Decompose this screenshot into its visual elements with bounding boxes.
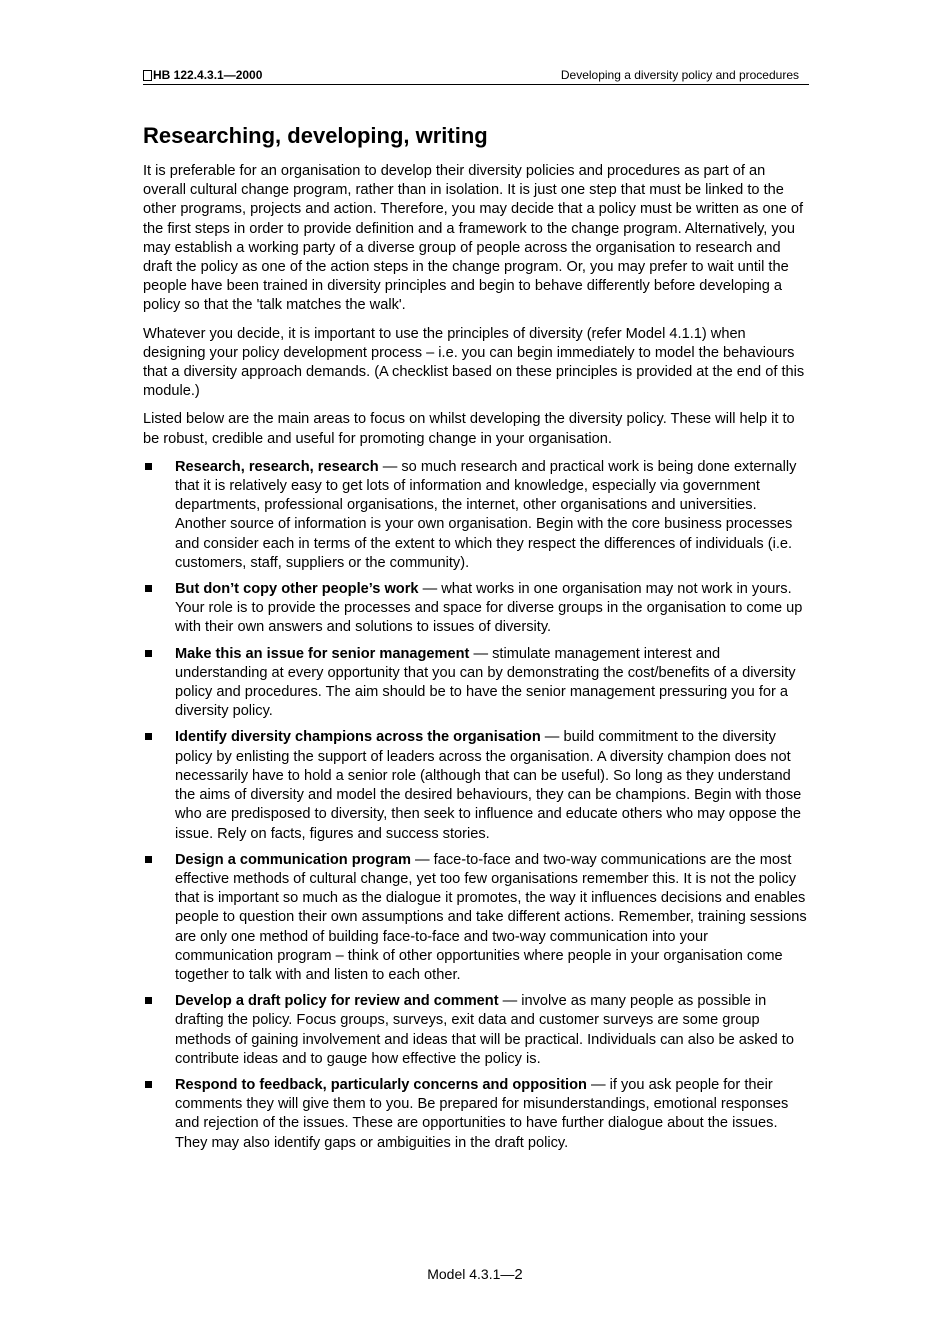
list-item bbox=[143, 992, 807, 1069]
list-item-lead: Identify diversity champions across the organisation bbox=[175, 729, 541, 746]
paragraph: Listed below are the main areas to focus on whilst developing the diversity policy. These will help it to be robust, credible and useful for promoting change in your organisation. bbox=[143, 411, 795, 447]
list-item-text: — what works in one organisation may not work in yours. Your role is to provide the processes and space for diverse groups in the organisation to come up with their own answers and solutions to issues of diversity. bbox=[175, 581, 803, 636]
square-bullet-icon bbox=[145, 650, 152, 657]
square-bullet-icon bbox=[145, 733, 152, 740]
list-item-text: — build commitment to the diversity policy by enlisting the support of leaders across the organisation. A diversity champion does not necessarily have to hold a senior role (although that can be useful). So long as they understand the aims of diversity and model the desired behaviours, they can be champions. Begin with those who are predisposed to diversity, then seek to influence and educate others who may oppose the issue. Rely on facts, figures and success stories. bbox=[175, 729, 802, 842]
header-standard-id-text: HB 122.4.3.1—2000 bbox=[153, 68, 263, 82]
main-content bbox=[143, 120, 807, 1160]
square-bullet-icon bbox=[145, 856, 152, 863]
list-item-lead: Design a communication program bbox=[175, 851, 411, 868]
list-item-lead: Research, research, research bbox=[175, 458, 379, 475]
list-item bbox=[143, 851, 807, 985]
list-item bbox=[143, 458, 807, 573]
paragraph: It is preferable for an organisation to develop their diversity policies and procedures as part of an overall cultural change program, rather than in isolation. It is just one step that must be linked to the other programs, projects and action. Therefore, you may decide that a policy must be written as one of the first steps in order to provide definition and a framework to the change program. Alternatively, you may establish a working party of a diverse group of people across the organisation to research and draft the policy as one of the action steps in the change program. Or, you may prefer to wait until the people have been trained in diversity principles and begin to behave differently before developing a policy so that the 'talk matches the walk'. bbox=[143, 163, 804, 314]
header-standard-id bbox=[143, 68, 262, 82]
footer-label: Model 4.3.1— bbox=[427, 1266, 515, 1282]
section-title: Researching, developing, writing bbox=[143, 123, 488, 148]
square-bullet-icon bbox=[145, 997, 152, 1004]
running-header bbox=[143, 66, 809, 85]
list-item-lead: Respond to feedback, particularly concerns and opposition bbox=[175, 1076, 587, 1093]
list-item-lead: But don’t copy other people’s work bbox=[175, 581, 419, 598]
paragraph: Whatever you decide, it is important to use the principles of diversity (refer Model 4.1.1) when designing your policy development process – i.e. you can begin immediately to model the behaviours that a diversity approach demands. (A checklist based on these principles is provided at the end of this module.) bbox=[143, 325, 805, 400]
list-item bbox=[143, 1076, 807, 1153]
list-item-text: — face-to-face and two-way communications are the most effective methods of cultural change, yet too few organisations remember this. It is not the policy that is important so much as the dialogue it promotes, the way it influences decisions and enables people to question their own assumptions and take different actions. Remember, training sessions are only one method of building face-to-face and two-way communication into your communication program – think of other opportunities where people in your organisation come together to talk with and listen to each other. bbox=[175, 851, 807, 983]
list-item-text: — so much research and practical work is being done externally that it is relatively easy to get lots of information and knowledge, especially via government departments, professional organisations, the internet, other organisations and universities. Another source of information is your own organisation. Begin with the core business processes and consider each in terms of the extent to which they respect the differences of individuals (i.e. customers, staff, suppliers or the community). bbox=[175, 458, 797, 571]
page-footer bbox=[0, 1266, 950, 1283]
list-item bbox=[143, 580, 807, 638]
list-item-text: — involve as many people as possible in drafting the policy. Focus groups, surveys, exit data and customer surveys are some group methods of gaining involvement and ideas that will be practical. Individuals can also be asked to contribute ideas and to gauge how effective the policy is. bbox=[175, 993, 794, 1067]
list-item-lead: Make this an issue for senior management bbox=[175, 645, 470, 662]
square-bullet-icon bbox=[145, 585, 152, 592]
list-item-text: — if you ask people for their comments they will give them to you. Be prepared for misunderstandings, emotional responses and rejection of the issues. These are opportunities to have further dialogue about the issues. They may also identify gaps or ambiguities in the draft policy. bbox=[175, 1076, 789, 1151]
page-number: 2 bbox=[514, 1266, 523, 1283]
list-item bbox=[143, 645, 807, 722]
header-document-title: Developing a diversity policy and procedures bbox=[560, 68, 799, 82]
square-bullet-icon bbox=[145, 1081, 152, 1088]
list-item bbox=[143, 728, 807, 843]
list-item-text: — stimulate management interest and understanding at every opportunity that you can by demonstrating the cost/benefits of a diversity policy and procedures. The aim should be to have the senior management pressuring you for a diversity policy. bbox=[175, 645, 796, 720]
square-bullet-icon bbox=[145, 463, 152, 470]
list-item-lead: Develop a draft policy for review and comment bbox=[175, 993, 499, 1010]
focus-areas-list bbox=[143, 458, 807, 1153]
checkbox-glyph-icon bbox=[143, 70, 152, 81]
